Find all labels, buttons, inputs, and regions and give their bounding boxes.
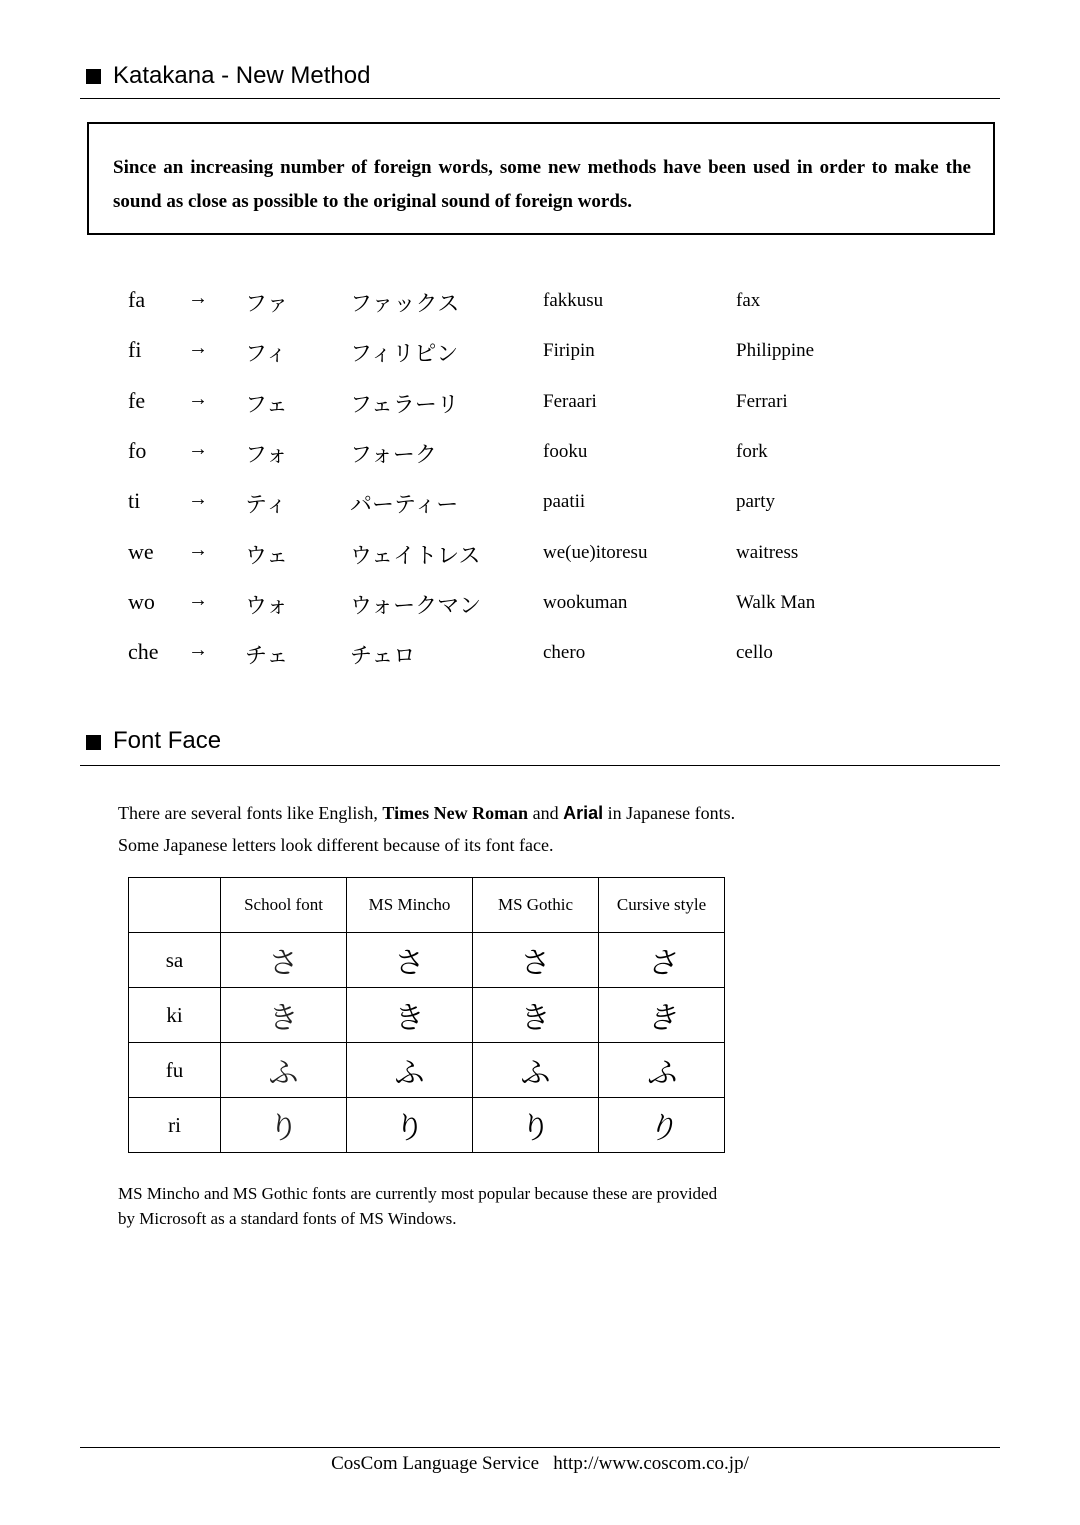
school-font-glyph: り bbox=[221, 1098, 347, 1153]
table-header-corner bbox=[129, 878, 221, 933]
english-meaning: fork bbox=[736, 440, 768, 462]
romaji-reading: fooku bbox=[543, 440, 588, 462]
font-face-text-line2: Some Japanese letters look different because of its font face. bbox=[118, 835, 554, 855]
english-meaning: fax bbox=[736, 290, 761, 311]
arial-label: Arial bbox=[563, 803, 604, 823]
school-font-glyph: き bbox=[221, 988, 347, 1043]
arrow-icon: → bbox=[188, 538, 208, 561]
arrow-icon: → bbox=[188, 588, 208, 611]
arrow-icon: → bbox=[188, 488, 208, 511]
english-meaning: Ferrari bbox=[736, 390, 788, 412]
romanization: che bbox=[128, 639, 159, 665]
english-meaning: party bbox=[736, 491, 776, 513]
font-comparison-table bbox=[128, 877, 725, 1153]
romaji-reading: Feraari bbox=[543, 390, 597, 412]
text-segment: in Japanese fonts. bbox=[603, 803, 736, 823]
font-note-line2: by Microsoft as a standard fonts of MS Windows. bbox=[118, 1209, 457, 1228]
syllable-label: ri bbox=[129, 1098, 221, 1153]
table-row bbox=[0, 388, 1080, 428]
table-header-ms-gothic: MS Gothic bbox=[473, 878, 599, 933]
footer-url[interactable]: http://www.coscom.co.jp/ bbox=[553, 1453, 749, 1474]
katakana-word: フォーク bbox=[350, 441, 437, 467]
ms-gothic-glyph: ふ bbox=[473, 1043, 599, 1098]
table-row bbox=[129, 933, 725, 988]
katakana-syllable: ティ bbox=[245, 492, 288, 518]
table-header-school-font: School font bbox=[221, 878, 347, 933]
katakana-syllable: ウォ bbox=[245, 592, 289, 618]
romaji-reading: Firipin bbox=[543, 340, 595, 362]
ms-mincho-glyph: り bbox=[347, 1098, 473, 1153]
cursive-style-glyph: り bbox=[599, 1098, 725, 1153]
romaji-reading: chero bbox=[543, 642, 586, 664]
font-face-heading-text: Font Face bbox=[113, 727, 222, 754]
cursive-style-glyph: き bbox=[599, 988, 725, 1043]
cursive-style-glyph: ふ bbox=[599, 1043, 725, 1098]
bullet-square-icon bbox=[86, 69, 101, 84]
ms-gothic-glyph: さ bbox=[473, 933, 599, 988]
romanization: fa bbox=[128, 287, 146, 312]
romaji-reading: wookuman bbox=[543, 591, 628, 613]
text-segment: There are several fonts like English, bbox=[118, 803, 383, 823]
cursive-style-glyph: さ bbox=[599, 933, 725, 988]
syllable-label: fu bbox=[129, 1043, 221, 1098]
footer bbox=[0, 1453, 1080, 1475]
table-row bbox=[0, 488, 1080, 528]
romanization: fo bbox=[128, 437, 147, 463]
katakana-syllable: フィ bbox=[245, 341, 288, 367]
katakana-section-heading bbox=[80, 58, 1000, 99]
romaji-reading: paatii bbox=[543, 491, 586, 513]
bullet-square-icon bbox=[86, 735, 101, 750]
table-row bbox=[129, 1043, 725, 1098]
ms-mincho-glyph: き bbox=[347, 988, 473, 1043]
table-row bbox=[129, 988, 725, 1043]
katakana-word: フィリピン bbox=[350, 341, 459, 367]
ms-mincho-glyph: ふ bbox=[347, 1043, 473, 1098]
katakana-syllable: チェ bbox=[245, 643, 289, 669]
arrow-icon: → bbox=[188, 437, 208, 460]
intro-text: Since an increasing number of foreign words, some new methods have been used in order to make the sound as close as possible to the original sound of foreign words. bbox=[113, 157, 971, 212]
table-row bbox=[0, 287, 1080, 327]
arrow-icon: → bbox=[188, 639, 208, 662]
katakana-word: パーティー bbox=[350, 492, 459, 518]
katakana-word: ファックス bbox=[350, 291, 460, 316]
english-meaning: waitress bbox=[736, 541, 799, 563]
table-header-row bbox=[129, 878, 725, 933]
school-font-glyph: ふ bbox=[221, 1043, 347, 1098]
katakana-word: ウォークマン bbox=[350, 592, 482, 618]
font-face-section-heading bbox=[80, 725, 1000, 766]
font-note-line1: MS Mincho and MS Gothic fonts are currently most popular because these are provided bbox=[118, 1184, 718, 1203]
katakana-syllable: フェ bbox=[245, 391, 288, 417]
table-row bbox=[0, 438, 1080, 478]
english-meaning: cello bbox=[736, 642, 773, 664]
table-row bbox=[129, 1098, 725, 1153]
arrow-icon: → bbox=[188, 287, 208, 309]
arrow-icon: → bbox=[188, 387, 208, 410]
font-face-description bbox=[118, 797, 735, 861]
table-header-ms-mincho: MS Mincho bbox=[347, 878, 473, 933]
romanization: we bbox=[128, 538, 154, 564]
katakana-heading-text: Katakana - New Method bbox=[113, 62, 371, 89]
arrow-icon: → bbox=[188, 337, 208, 360]
katakana-word: ウェイトレス bbox=[350, 542, 481, 568]
katakana-syllable: ファ bbox=[245, 291, 289, 316]
table-row bbox=[0, 589, 1080, 629]
table-row bbox=[0, 639, 1080, 679]
table-row bbox=[0, 337, 1080, 377]
syllable-label: ki bbox=[129, 988, 221, 1043]
katakana-word: フェラーリ bbox=[350, 391, 459, 417]
romanization: ti bbox=[128, 488, 141, 514]
font-face-text-line1 bbox=[118, 797, 735, 829]
times-new-roman-label: Times New Roman bbox=[382, 803, 529, 823]
ms-mincho-glyph: さ bbox=[347, 933, 473, 988]
table-header-cursive-style: Cursive style bbox=[599, 878, 725, 933]
katakana-syllable: フォ bbox=[245, 441, 288, 467]
romaji-reading: we(ue)itoresu bbox=[543, 541, 648, 563]
katakana-syllable: ウェ bbox=[245, 542, 289, 568]
syllable-label: sa bbox=[129, 933, 221, 988]
romanization: fi bbox=[128, 337, 142, 363]
intro-box bbox=[87, 122, 995, 235]
footer-divider bbox=[80, 1447, 1000, 1448]
ms-gothic-glyph: り bbox=[473, 1098, 599, 1153]
english-meaning: Philippine bbox=[736, 340, 815, 362]
table-row bbox=[0, 539, 1080, 579]
romaji-reading: fakkusu bbox=[543, 290, 604, 311]
font-note bbox=[118, 1181, 717, 1231]
text-segment: and bbox=[528, 803, 564, 823]
english-meaning: Walk Man bbox=[736, 591, 816, 613]
romanization: fe bbox=[128, 387, 146, 413]
ms-gothic-glyph: き bbox=[473, 988, 599, 1043]
romanization: wo bbox=[128, 588, 155, 614]
katakana-word: チェロ bbox=[350, 643, 416, 669]
footer-company: CosCom Language Service bbox=[331, 1453, 540, 1474]
school-font-glyph: さ bbox=[221, 933, 347, 988]
